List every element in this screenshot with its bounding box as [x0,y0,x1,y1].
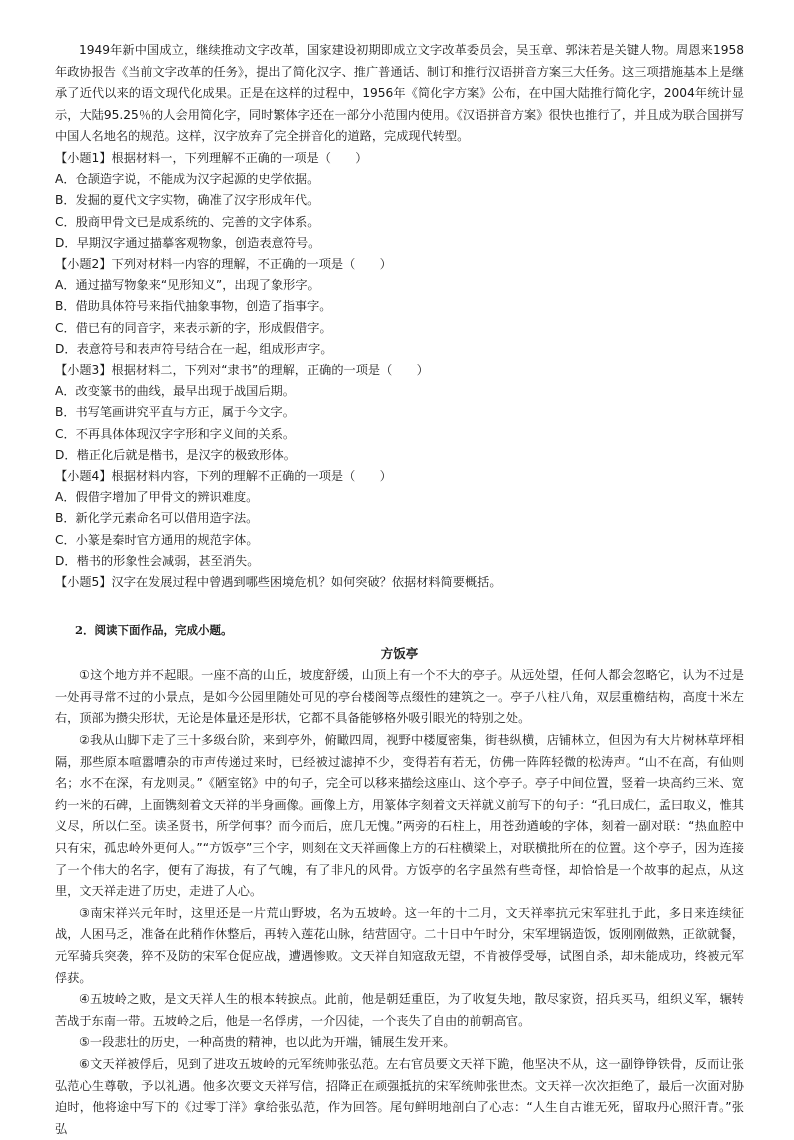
question-3-stem: 【小题3】根据材料二，下列对“隶书”的理解，正确的一项是（ ） [55,363,429,377]
question-list [55,148,744,593]
article-paragraph-4: ④五坡岭之败，是文天祥人生的根本转捩点。此前，他是朝廷重臣，为了收复失地，散尽家资，招兵买马，组织义军，辗转苦战于东南一带。五坡岭之后，他是一名俘虏，一介囚徒，一个丧失了自由的前朝高官。 [55,992,744,1028]
article-body [55,665,744,1140]
article-paragraph-6: ⑥文天祥被俘后，见到了进攻五坡岭的元军统帅张弘范。左右官员要文天祥下跪，他坚决不从，这一副铮铮铁骨，反而让张弘范心生尊敬，予以礼遇。他多次要文天祥写信，招降正在顽强抵抗的宋军统帅张世杰。文天祥一次次拒绝了，最后一次面对胁迫时，他将途中写下的《过零丁洋》拿给张弘范，作为回答。尾句鲜明地剖白了心志：“人生自古谁无死，留取丹心照汗青。”张弘 [55,1056,744,1136]
section-gap [55,593,744,619]
question-1-option-a: A．仓颉造字说，不能成为汉字起源的史学依据。 [55,172,320,187]
question-2-option-c: C．借已有的同音字，来表示新的字，形成假借字。 [55,320,332,335]
material-paragraph: 1949年新中国成立，继续推动文字改革，国家建设初期即成立文字改革委员会，吴玉章、郭沫若是关键人物。周恩来1958年政协报告《当前文字改革的任务》，提出了简化汉字、推广普通话、制订和推行汉语拼音方案三大任务。这三项措施基本上是继承了近代以来的语文现代化成果。正是在这样的过程中，1956年《简化字方案》公布，在中国大陆推行简化字，2004年统计显示，大陆95.25％的人会用简化字，同时繁体字还在一部分小范围内使用。《汉语拼音方案》很快也推行了，并且成为联合国拼写中国人名地名的规范。这样，汉字放弃了完全拼音化的道路，完成现代转型。 [55,43,744,144]
question-2-option-d: D．表意符号和表声符号结合在一起，组成形声字。 [55,341,333,356]
article-paragraph-2: ②我从山脚下走了三十多级台阶，来到亭外，俯瞰四周，视野中楼厦密集，街巷纵横，店铺林立，但因为有大片树林草坪相隔，那些原本喧嚣嘈杂的市声传递过来时，已经被过滤掉不少，变得若有若无，仿佛一阵阵轻微的松涛声。“山不在高，有仙则名；水不在深，有龙则灵。”《陋室铭》中的句子，完全可以移来描绘这座山、这个亭子。亭子中间位置，竖着一块高约三米、宽约一米的石碑，上面镌刻着文天祥的半身画像。画像上方，用篆体字刻着文天祥就义前写下的句子：“孔曰成仁，孟曰取义，惟其义尽，所以仁至。读圣贤书，所学何事？而今而后，庶几无愧。”两旁的石柱上，用苍劲遒峻的字体，刻着一副对联：“热血腔中只有宋，孤忠岭外更何人。”“方饭亭”三个字，则刻在文天祥画像上方的石柱横梁上，对联横批所在的位置。这个亭子，因为连接了一个伟大的名字，便有了海拔，有了气魄，有了非凡的风骨。方饭亭的名字虽然有些奇怪，却恰恰是一个故事的起点，从这里，文天祥走进了历史，走进了人心。 [55,733,744,899]
article-paragraph-1: ①这个地方并不起眼。一座不高的山丘，坡度舒缓，山顶上有一个不大的亭子。从远处望，任何人都会忽略它，认为不过是一处再寻常不过的小景点，是如今公园里随处可见的亭台楼阁等点缀性的建筑之一。亭子八柱八角，双层重檐结构，高度十米左右，顶部为攒尖形状，无论是体量还是形状，它都不具备能够格外吸引眼光的特别之处。 [55,668,744,726]
question-1-stem: 【小题1】根据材料一，下列理解不正确的一项是（ ） [55,150,368,165]
question-4-stem: 【小题4】根据材料内容，下列的理解不正确的一项是（ ） [55,469,392,484]
question-4-option-d: D．楷书的形象性会减弱，甚至消失。 [55,553,260,568]
question-2-stem: 【小题2】下列对材料一内容的理解，不正确的一项是（ ） [55,256,392,271]
question-3-option-d: D．楷正化后就是楷书，是汉字的极致形体。 [55,447,296,462]
question-5-stem: 【小题5】汉字在发展过程中曾遇到哪些困境危机？如何突破？依据材料简要概括。 [55,575,502,590]
question-1-option-d: D．早期汉字通过描摹客观物象，创造表意符号。 [55,235,321,250]
question-3-option-a: A．改变篆书的曲线，最早出现于战国后期。 [55,384,295,399]
article-title: 方饭亭 [380,646,419,662]
question-1-option-c: C．殷商甲骨文已是成系统的、完善的文字体系。 [55,214,320,229]
question-1-option-b: B．发掘的夏代文字实物，确准了汉字形成年代。 [55,193,320,208]
question-3-option-c: C．不再具体体现汉字字形和字义间的关系。 [55,426,296,441]
question-4-option-c: C．小篆是秦时官方通用的规范字体。 [55,532,259,547]
section-2-heading: 2．阅读下面作品，完成小题。 [75,623,233,638]
question-4-option-b: B．新化学元素命名可以借用造字法。 [55,511,259,526]
article-paragraph-5: ⑤一段悲壮的历史，一种高贵的精神，也以此为开端，铺展生发开来。 [79,1035,456,1050]
question-2-option-a: A．通过描写物象来“见形知义”，出现了象形字。 [55,278,320,293]
question-3-option-b: B．书写笔画讲究平直与方正，属于今文字。 [55,405,295,420]
article-paragraph-3: ③南宋祥兴元年时，这里还是一片荒山野坡，名为五坡岭。这一年的十二月，文天祥率抗元宋军驻扎于此，多日来连续征战，人困马乏，准备在此稍作休整后，再转入莲花山脉，结营固守。二十日中午时分，宋军埋锅造饭，饭刚刚做熟，正欲就餐，元军骑兵突袭，猝不及防的宋军仓促应战，遭遇惨败。文天祥自知寇敌无望，不肯被俘受辱，试图自杀，却未能成功，终被元军俘获。 [55,905,744,985]
question-2-option-b: B．借助具体符号来指代抽象事物，创造了指事字。 [55,299,332,314]
question-4-option-a: A．假借字增加了甲骨文的辨识难度。 [55,490,259,505]
